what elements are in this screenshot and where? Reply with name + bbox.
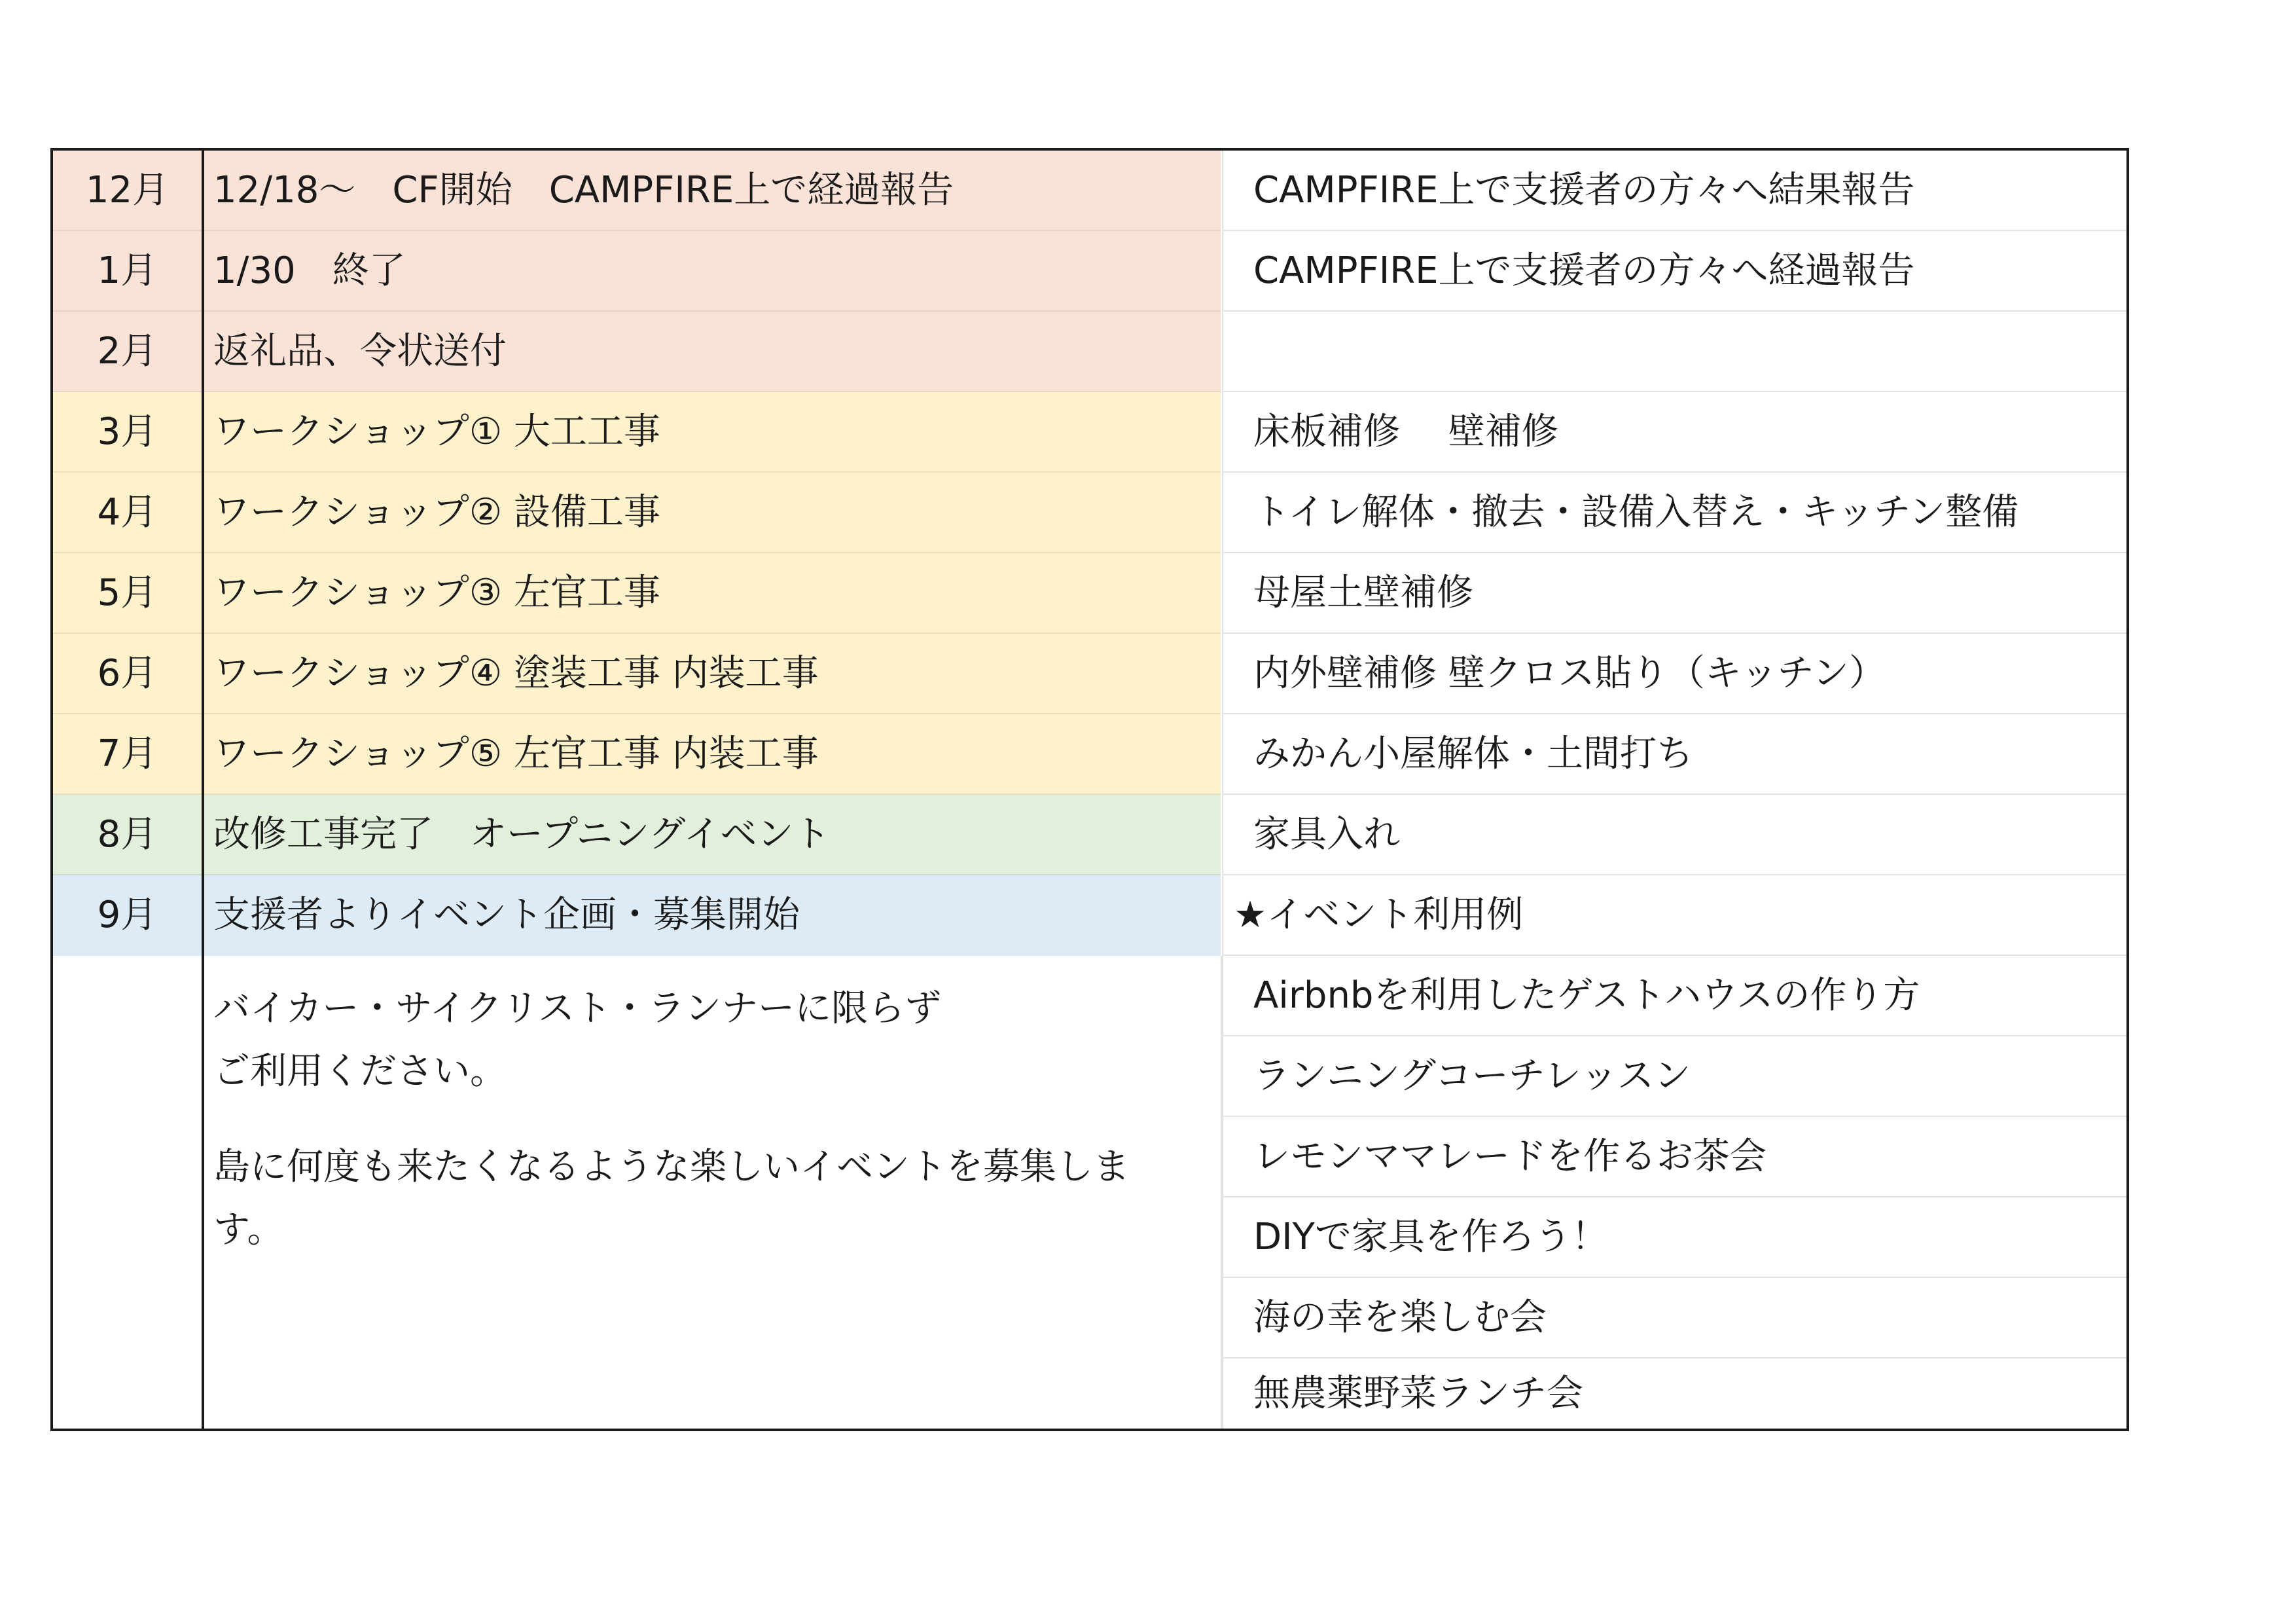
event-example: Airbnbを利用したゲストハウスの作り方 <box>1222 956 2126 1036</box>
report-cell: 床板補修 壁補修 <box>1222 392 2126 473</box>
event-example: ランニングコーチレッスン <box>1222 1036 2126 1117</box>
plan-cell: 支援者よりイベント企画・募集開始 <box>204 875 1221 956</box>
note-paragraph <box>213 977 1215 1103</box>
event-example: レモンママレードを作るお茶会 <box>1222 1117 2126 1197</box>
table-row <box>53 392 2126 473</box>
plan-cell: ワークショップ② 設備工事 <box>204 473 1221 553</box>
report-cell: CAMPFIRE上で支援者の方々へ結果報告 <box>1222 151 2126 231</box>
table-row <box>53 634 2126 714</box>
report-cell: 内外壁補修 壁クロス貼り（キッチン） <box>1222 634 2126 714</box>
table-row <box>53 795 2126 875</box>
note-line: ご利用ください。 <box>213 1050 507 1093</box>
report-cell <box>1222 312 2126 392</box>
report-cell: トイレ解体・撤去・設備入替え・キッチン整備 <box>1222 473 2126 553</box>
month-cell: 5月 <box>53 553 202 634</box>
note-line: 島に何度も来たくなるような楽しいイベントを募集しま <box>213 1146 1130 1188</box>
report-cell: 母屋土壁補修 <box>1222 553 2126 634</box>
schedule-table <box>50 148 2129 1431</box>
table-row <box>53 714 2126 795</box>
plan-cell: 改修工事完了 オープニングイベント <box>204 795 1221 875</box>
table-row <box>53 473 2126 553</box>
month-cell: 9月 <box>53 875 202 956</box>
table-row <box>53 312 2126 392</box>
event-example: DIYで家具を作ろう！ <box>1222 1197 2126 1278</box>
event-example: 海の幸を楽しむ会 <box>1222 1278 2126 1359</box>
table-row <box>53 151 2126 231</box>
note-line: バイカー・サイクリスト・ランナーに限らず <box>213 987 942 1030</box>
month-cell: 1月 <box>53 231 202 312</box>
month-cell: 2月 <box>53 312 202 392</box>
column-divider <box>1221 956 1222 1429</box>
month-cell: 4月 <box>53 473 202 553</box>
plan-cell: 1/30 終了 <box>204 231 1221 312</box>
note-line: す。 <box>213 1209 284 1251</box>
table-row <box>53 231 2126 312</box>
plan-cell: ワークショップ⑤ 左官工事 内装工事 <box>204 714 1221 795</box>
report-cell: CAMPFIRE上で支援者の方々へ経過報告 <box>1222 231 2126 312</box>
table-row <box>53 553 2126 634</box>
plan-cell: 12/18～ CF開始 CAMPFIRE上で経過報告 <box>204 151 1221 231</box>
report-cell: ★イベント利用例 <box>1222 875 2126 956</box>
recruitment-note <box>213 977 1215 1294</box>
month-cell: 7月 <box>53 714 202 795</box>
report-cell: みかん小屋解体・土間打ち <box>1222 714 2126 795</box>
plan-cell: 返礼品、令状送付 <box>204 312 1221 392</box>
month-column-divider <box>202 151 204 1429</box>
table-row <box>53 875 2126 956</box>
plan-cell: ワークショップ③ 左官工事 <box>204 553 1221 634</box>
month-cell: 8月 <box>53 795 202 875</box>
month-cell: 6月 <box>53 634 202 714</box>
report-cell: 家具入れ <box>1222 795 2126 875</box>
plan-cell: ワークショップ④ 塗装工事 内装工事 <box>204 634 1221 714</box>
note-paragraph <box>213 1136 1215 1262</box>
month-cell: 12月 <box>53 151 202 231</box>
month-cell: 3月 <box>53 392 202 473</box>
event-example-row <box>53 1359 2126 1429</box>
event-example: 無農薬野菜ランチ会 <box>1222 1359 2126 1429</box>
plan-cell: ワークショップ① 大工工事 <box>204 392 1221 473</box>
